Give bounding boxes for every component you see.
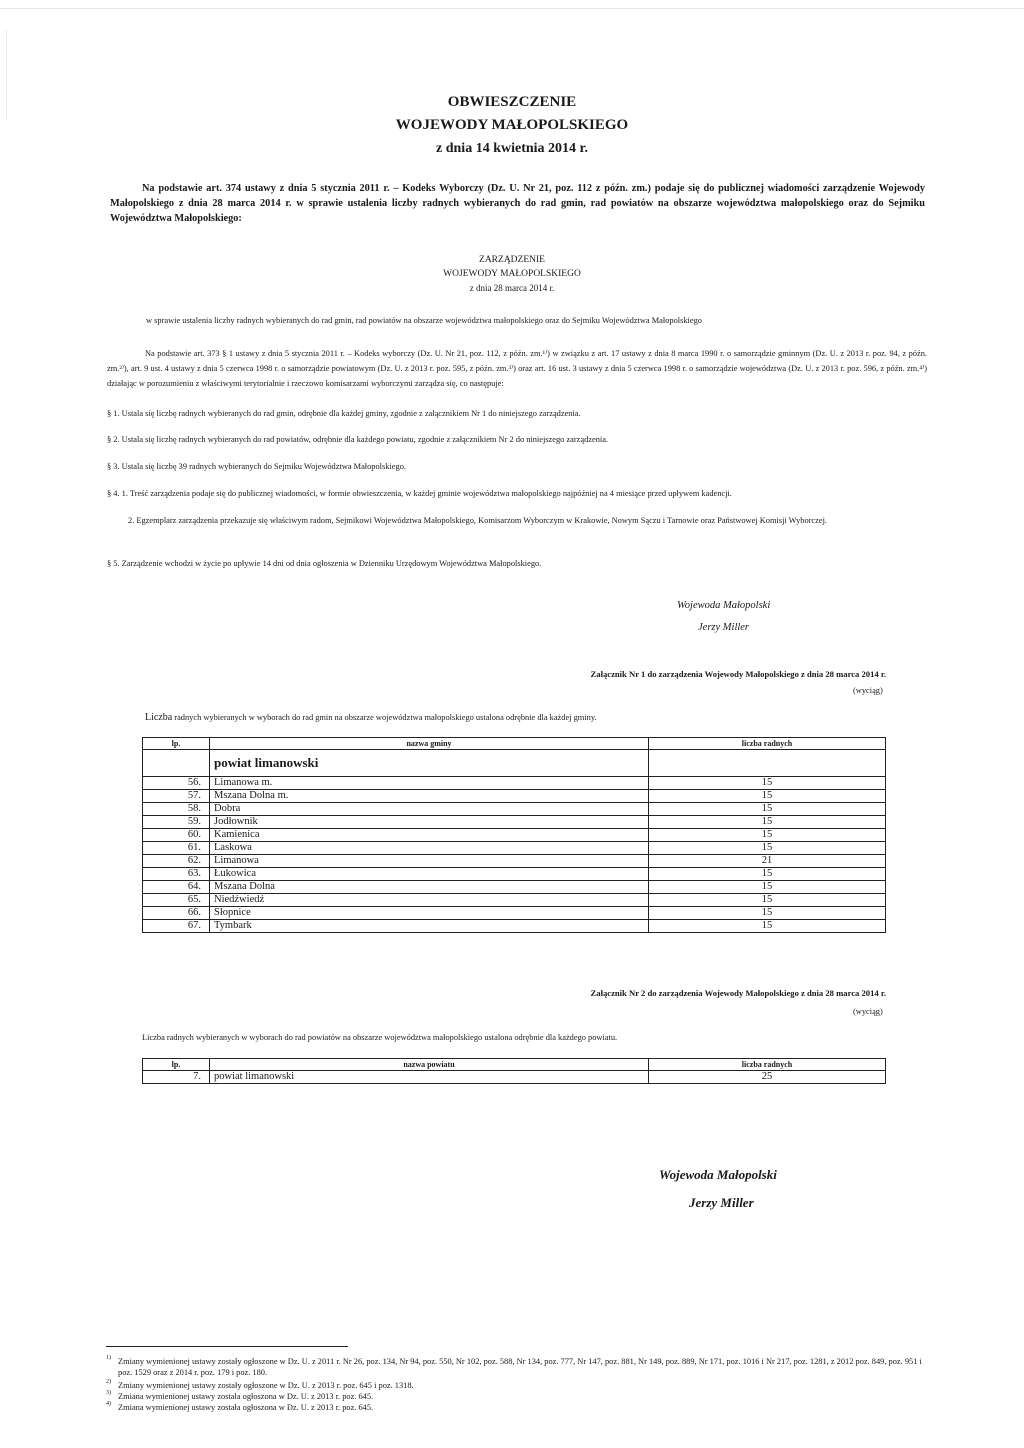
table-header-row (143, 1059, 886, 1071)
paragraph-2: § 2. Ustala się liczbę radnych wybieranych do rad powiatów, odrębnie dla każdego powiatu, zgodnie z załącznikiem Nr 2 do niniejszego zarządzenia. (107, 435, 609, 444)
row-name: Limanowa m. (210, 777, 649, 790)
row-count: 15 (649, 790, 886, 803)
row-count: 15 (649, 881, 886, 894)
row-name: Laskowa (210, 842, 649, 855)
row-name: Tymbark (210, 920, 649, 933)
row-lp: 60. (143, 829, 210, 842)
column-header-lp: lp. (143, 738, 210, 750)
row-count: 25 (649, 1071, 886, 1084)
zarzadzenie-authority: WOJEWODY MAŁOPOLSKIEGO (443, 269, 581, 279)
table-group-row (143, 750, 886, 777)
row-name: Dobra (210, 803, 649, 816)
row-name: Słopnice (210, 907, 649, 920)
annex-1-table (142, 737, 886, 933)
table-row (143, 777, 886, 790)
annex-1-description-lead: Liczba (145, 712, 173, 723)
zarzadzenie-title: ZARZĄDZENIE (479, 255, 545, 265)
column-header-name: nazwa powiatu (210, 1059, 649, 1071)
row-lp: 61. (143, 842, 210, 855)
row-lp: 64. (143, 881, 210, 894)
footnote-text: Zmiany wymienionej ustawy zostały ogłoszone w Dz. U. z 2013 r. poz. 645 i poz. 1318. (118, 1381, 414, 1390)
footnote-mark: 2) (106, 1379, 111, 1385)
footnote-divider (106, 1346, 348, 1347)
table-row (143, 1071, 886, 1084)
legal-basis (107, 346, 927, 391)
document-title: OBWIESZCZENIE (447, 94, 577, 110)
paragraph-5: § 5. Zarządzenie wchodzi w życie po upływie 14 dni od dnia ogłoszenia w Dzienniku Urzędowym Województwa Małopolskiego. (107, 559, 542, 568)
table-row (143, 790, 886, 803)
annex-1-description-text: radnych wybieranych w wyborach do rad gmin na obszarze województwa małopolskiego ustalona odrębnie dla każdej gminy. (174, 713, 597, 722)
row-name: Mszana Dolna m. (210, 790, 649, 803)
table-header-row (143, 738, 886, 750)
row-count: 15 (649, 816, 886, 829)
document-authority: WOJEWODY MAŁOPOLSKIEGO (395, 117, 629, 133)
footnote-text: Zmiany wymienionej ustawy zostały ogłoszone w Dz. U. z 2011 r. Nr 26, poz. 134, Nr 94, poz. 550, Nr 102, poz. 588, Nr 134, poz. 777, Nr 147, poz. 881, Nr 149, poz. 889, Nr 171, poz. 1016 i Nr 217, poz. 1281, z 2012 poz. 849, poz. 951 i poz. 1529 oraz z 2014 r. poz. 179 i poz. 180. (118, 1357, 922, 1377)
row-name: Łukowica (210, 868, 649, 881)
row-lp: 66. (143, 907, 210, 920)
signature-role-2: Wojewoda Małopolski (659, 1167, 777, 1182)
row-count: 15 (649, 894, 886, 907)
footnote-1 (106, 1356, 926, 1378)
row-lp: 58. (143, 803, 210, 816)
row-count: 21 (649, 855, 886, 868)
row-lp: 59. (143, 816, 210, 829)
group-label: powiat limanowski (210, 750, 649, 777)
footnote-3 (106, 1391, 926, 1402)
paragraph-3: § 3. Ustala się liczbę 39 radnych wybieranych do Sejmiku Województwa Małopolskiego. (107, 462, 406, 471)
annex-2-title: Załącznik Nr 2 do zarządzenia Wojewody Małopolskiego z dnia 28 marca 2014 r. (590, 988, 886, 998)
row-lp: 7. (143, 1071, 210, 1084)
footnote-text: Zmiana wymienionej ustawy została ogłoszona w Dz. U. z 2013 r. poz. 645. (118, 1392, 374, 1401)
signature-name-1: Jerzy Miller (698, 622, 750, 633)
column-header-name: nazwa gminy (210, 738, 649, 750)
paragraph-4-2: 2. Egzemplarz zarządzenia przekazuje się właściwym radom, Sejmikowi Województwa Małopolskiego, Komisarzom Wyborczym w Krakowie, Nowym Sączu i Tarnowie oraz Państwowej Komisji Wyborczej. (128, 516, 828, 525)
row-count: 15 (649, 907, 886, 920)
table-row (143, 920, 886, 933)
annex-2-excerpt: (wyciąg) (853, 1007, 883, 1016)
legal-basis-text: Na podstawie art. 373 § 1 ustawy z dnia 5 stycznia 2011 r. – Kodeks wyborczy (Dz. U. Nr 21, poz. 112, z późn. zm.¹⁾) w związku z art. 17 ustawy z dnia 8 marca 1990 r. o samorządzie gminnym (Dz. U. z 2013 r. poz. 94, z późn. zm.²⁾), art. 9 ust. 4 ustawy z dnia 5 czerwca 1998 r. o samorządzie powiatowym (Dz. U. z 2013 r. poz. 595, z późn. zm.³⁾) oraz art. 16 ust. 3 ustawy z dnia 5 czerwca 1998 r. o samorządzie województwa (Dz. U. z 2013 r. poz. 596, z późn. zm.⁴⁾) działając w porozumieniu z właściwymi terytorialnie i rzeczowo komisarzami wyborczymi zarządza się, co następuje: (107, 349, 927, 388)
row-count: 15 (649, 777, 886, 790)
row-name: Kamienica (210, 829, 649, 842)
row-count: 15 (649, 868, 886, 881)
annex-2-table (142, 1058, 886, 1084)
row-lp: 62. (143, 855, 210, 868)
column-header-count: liczba radnych (649, 738, 886, 750)
row-name: Jodłownik (210, 816, 649, 829)
table-row (143, 881, 886, 894)
row-name: powiat limanowski (210, 1071, 649, 1084)
row-name: Niedźwiedź (210, 894, 649, 907)
row-count: 15 (649, 842, 886, 855)
annex-1-description (145, 712, 597, 723)
footnote-4 (106, 1402, 926, 1413)
paragraph-4-1: § 4. 1. Treść zarządzenia podaje się do publicznej wiadomości, w formie obwieszczenia, w każdej gminie województwa małopolskiego najpóźniej na 4 miesiące przed upływem kadencji. (107, 489, 732, 498)
footnote-mark: 3) (106, 1390, 111, 1396)
annex-1-title: Załącznik Nr 1 do zarządzenia Wojewody Małopolskiego z dnia 28 marca 2014 r. (590, 669, 886, 679)
table-row (143, 842, 886, 855)
row-lp: 67. (143, 920, 210, 933)
row-lp: 63. (143, 868, 210, 881)
table-row (143, 868, 886, 881)
footnote-text: Zmiana wymienionej ustawy została ogłoszona w Dz. U. z 2013 r. poz. 645. (118, 1403, 374, 1412)
intro-paragraph (110, 181, 925, 226)
table-row (143, 894, 886, 907)
table-row (143, 855, 886, 868)
table-row (143, 829, 886, 842)
table-row (143, 907, 886, 920)
scan-edge-top (0, 8, 1024, 9)
row-name: Limanowa (210, 855, 649, 868)
annex-1-excerpt: (wyciąg) (853, 686, 883, 695)
row-name: Mszana Dolna (210, 881, 649, 894)
zarzadzenie-date: z dnia 28 marca 2014 r. (469, 283, 555, 293)
footnote-mark: 4) (106, 1401, 111, 1407)
intro-text: Na podstawie art. 374 ustawy z dnia 5 stycznia 2011 r. – Kodeks Wyborczy (Dz. U. Nr 21, poz. 112 z późn. zm.) podaje się do publicznej wiadomości zarządzenie Wojewody Małopolskiego z dnia 28 marca 2014 r. w sprawie ustalenia liczby radnych wybieranych do rad gmin, rad powiatów na obszarze województwa małopolskiego oraz do Sejmiku Województwa Małopolskiego: (110, 183, 925, 224)
column-header-lp: lp. (143, 1059, 210, 1071)
zarzadzenie-subject: w sprawie ustalenia liczby radnych wybieranych do rad gmin, rad powiatów na obszarze województwa małopolskiego oraz do Sejmiku Województwa Małopolskiego (146, 316, 702, 325)
row-count: 15 (649, 829, 886, 842)
row-lp: 65. (143, 894, 210, 907)
row-lp: 57. (143, 790, 210, 803)
footnote-2 (106, 1380, 926, 1391)
signature-role-1: Wojewoda Małopolski (677, 600, 771, 611)
row-count: 15 (649, 920, 886, 933)
table-row (143, 803, 886, 816)
signature-name-2: Jerzy Miller (689, 1195, 754, 1210)
row-lp: 56. (143, 777, 210, 790)
table-row (143, 816, 886, 829)
paragraph-1: § 1. Ustala się liczbę radnych wybieranych do rad gmin, odrębnie dla każdej gminy, zgodnie z załącznikiem Nr 1 do niniejszego zarządzenia. (107, 409, 581, 418)
annex-2-description: Liczba radnych wybieranych w wyborach do rad powiatów na obszarze województwa małopolskiego ustalona odrębnie dla każdego powiatu. (142, 1033, 618, 1042)
column-header-count: liczba radnych (649, 1059, 886, 1071)
footnote-mark: 1) (106, 1355, 111, 1361)
document-date: z dnia 14 kwietnia 2014 r. (436, 141, 588, 156)
row-count: 15 (649, 803, 886, 816)
